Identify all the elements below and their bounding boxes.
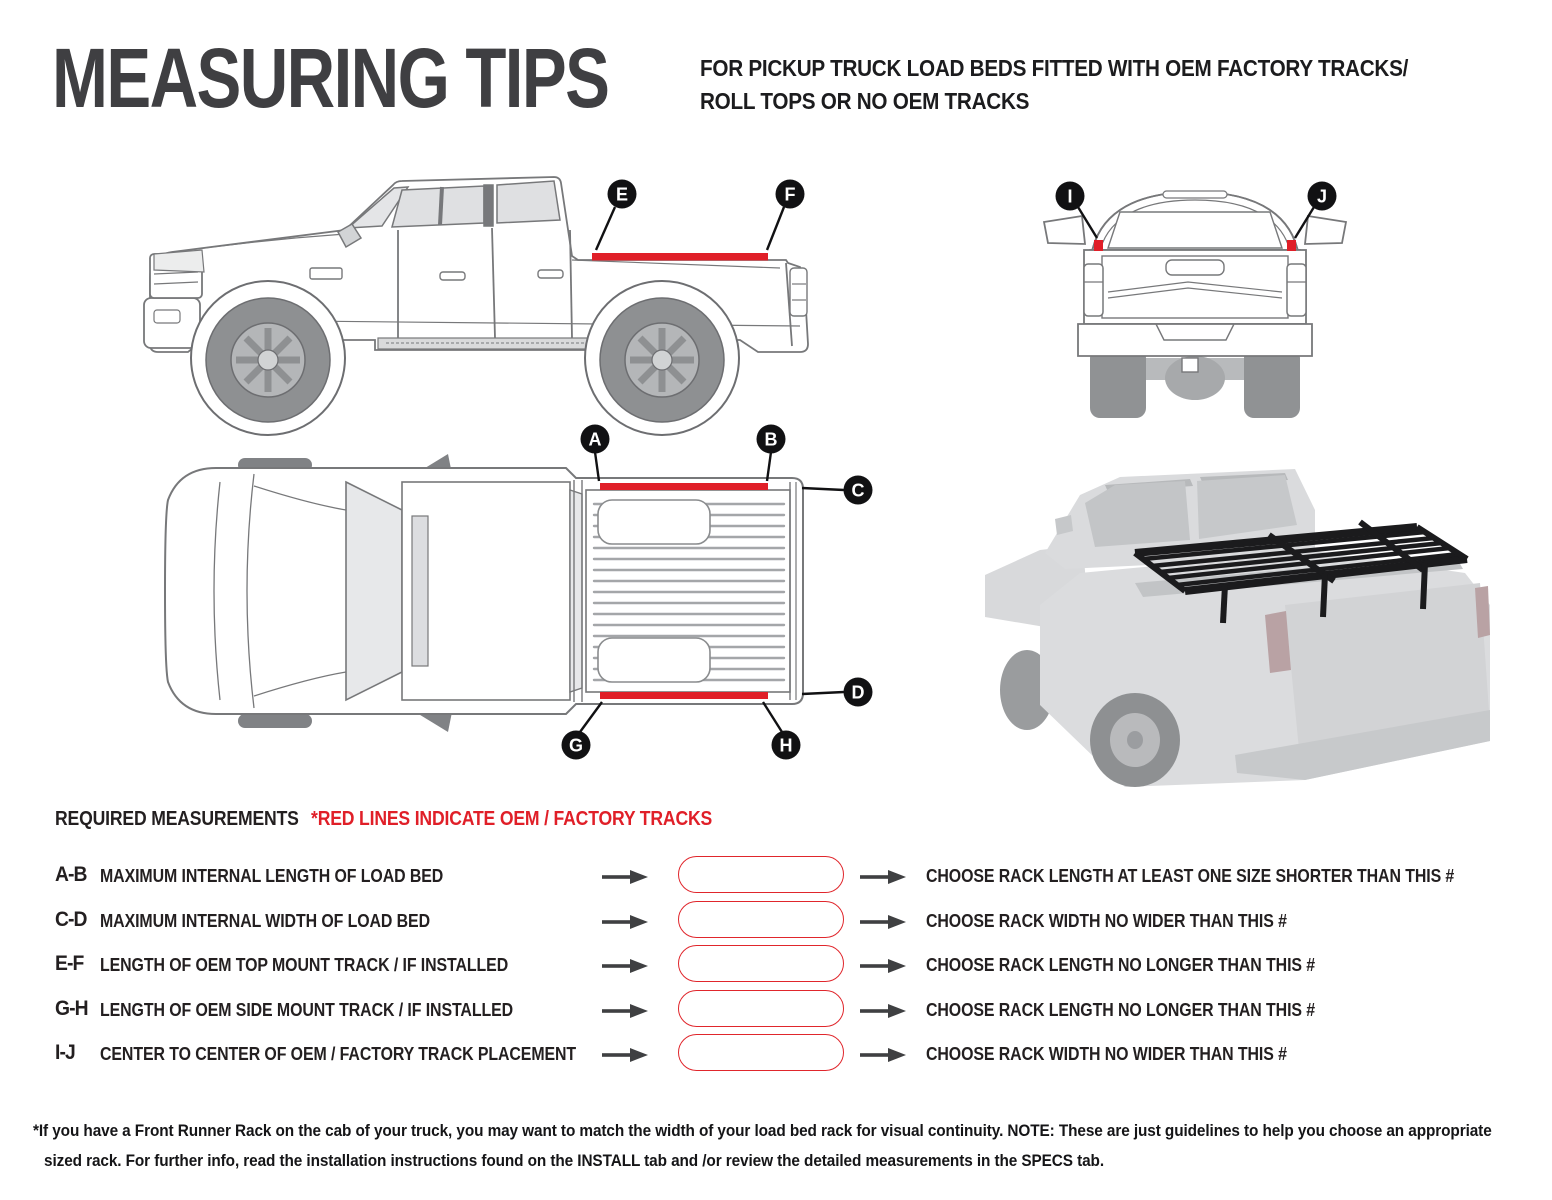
arrow-right-icon bbox=[602, 1004, 648, 1018]
svg-text:H: H bbox=[779, 735, 793, 756]
truck-top-view-diagram bbox=[150, 424, 894, 786]
measurement-row bbox=[0, 996, 1552, 1036]
measurement-recommendation: CHOOSE RACK WIDTH NO WIDER THAN THIS # bbox=[926, 1043, 1287, 1065]
measurement-recommendation: CHOOSE RACK LENGTH NO LONGER THAN THIS # bbox=[926, 954, 1316, 976]
svg-text:C: C bbox=[851, 480, 865, 501]
measurement-description: MAXIMUM INTERNAL WIDTH OF LOAD BED bbox=[100, 909, 430, 931]
truck-rear-view-diagram bbox=[1038, 172, 1352, 424]
arrow-right-icon bbox=[602, 959, 648, 973]
footnote-line-1: *If you have a Front Runner Rack on the cab of your truck, you may want to match the width of your load bed rack for visual continuity. NOTE: These are just guidelines to help you choose an appropriate bbox=[33, 1122, 1492, 1140]
truck-side-view-diagram bbox=[140, 160, 864, 440]
arrow-right-icon bbox=[860, 1048, 906, 1062]
arrow-right-icon bbox=[602, 915, 648, 929]
truck-with-rack-photo bbox=[985, 455, 1530, 810]
subtitle-line-2: ROLL TOPS OR NO OEM TRACKS bbox=[700, 88, 1030, 114]
measurement-value-field[interactable] bbox=[678, 1034, 844, 1071]
svg-text:I: I bbox=[1067, 186, 1073, 207]
measurement-row bbox=[0, 862, 1552, 902]
measurement-code: E-F bbox=[55, 952, 84, 976]
ghost-truck bbox=[985, 469, 1490, 787]
measurement-row bbox=[0, 907, 1552, 947]
arrow-right-icon bbox=[860, 870, 906, 884]
svg-text:G: G bbox=[568, 735, 584, 756]
oem-track-mark-left bbox=[1094, 240, 1103, 251]
svg-text:B: B bbox=[764, 429, 778, 450]
measurement-value-field[interactable] bbox=[678, 945, 844, 982]
oem-track-red-line-bottom bbox=[600, 692, 768, 699]
subtitle-line-1: FOR PICKUP TRUCK LOAD BEDS FITTED WITH OEM FACTORY TRACKS/ bbox=[700, 55, 1409, 81]
arrow-right-icon bbox=[860, 959, 906, 973]
measurement-description: LENGTH OF OEM TOP MOUNT TRACK / IF INSTALLED bbox=[100, 954, 509, 976]
marker-E bbox=[596, 180, 637, 251]
arrow-right-icon bbox=[602, 870, 648, 884]
marker-D bbox=[802, 678, 873, 707]
measurement-recommendation: CHOOSE RACK LENGTH NO LONGER THAN THIS # bbox=[926, 998, 1316, 1020]
svg-text:A: A bbox=[588, 429, 602, 450]
measurement-value-field[interactable] bbox=[678, 856, 844, 893]
page-subtitle bbox=[700, 52, 1408, 118]
arrow-right-icon bbox=[860, 1004, 906, 1018]
measurement-description: LENGTH OF OEM SIDE MOUNT TRACK / IF INSTALLED bbox=[100, 998, 514, 1020]
measurement-description: CENTER TO CENTER OF OEM / FACTORY TRACK PLACEMENT bbox=[100, 1043, 577, 1065]
required-measurements-label: REQUIRED MEASUREMENTS bbox=[55, 808, 299, 830]
marker-C bbox=[802, 476, 873, 505]
svg-text:F: F bbox=[784, 184, 796, 205]
oem-track-red-line-top bbox=[600, 483, 768, 490]
measurement-code: G-H bbox=[55, 996, 88, 1020]
measurement-code: C-D bbox=[55, 907, 87, 931]
marker-A bbox=[581, 425, 610, 482]
measurement-code: A-B bbox=[55, 863, 87, 886]
measurement-value-field[interactable] bbox=[678, 901, 844, 938]
marker-H bbox=[763, 702, 801, 760]
measurement-recommendation: CHOOSE RACK LENGTH AT LEAST ONE SIZE SHORTER THAN THIS # bbox=[926, 865, 1455, 886]
measurement-description: MAXIMUM INTERNAL LENGTH OF LOAD BED bbox=[100, 865, 444, 886]
oem-track-mark-right bbox=[1287, 240, 1296, 251]
oem-top-track-red-line bbox=[592, 253, 768, 261]
page-title: MEASURING TIPS bbox=[52, 31, 609, 125]
svg-text:J: J bbox=[1316, 186, 1328, 207]
arrow-right-icon bbox=[860, 915, 906, 929]
measurement-value-field[interactable] bbox=[678, 990, 844, 1027]
red-lines-note: *RED LINES INDICATE OEM / FACTORY TRACKS bbox=[311, 808, 713, 830]
marker-B bbox=[757, 425, 786, 482]
required-measurements-heading bbox=[55, 808, 712, 831]
svg-text:E: E bbox=[615, 184, 629, 205]
svg-text:D: D bbox=[851, 682, 865, 703]
footnote-line-2: sized rack. For further info, read the installation instructions found on the INSTALL tab and /or review the detailed measurements in the SPECS tab. bbox=[44, 1152, 1104, 1170]
arrow-right-icon bbox=[602, 1048, 648, 1062]
measurement-row bbox=[0, 1040, 1552, 1080]
marker-F bbox=[767, 180, 805, 251]
measurement-code: I-J bbox=[55, 1041, 75, 1065]
measurement-recommendation: CHOOSE RACK WIDTH NO WIDER THAN THIS # bbox=[926, 909, 1287, 931]
measurement-row bbox=[0, 951, 1552, 991]
